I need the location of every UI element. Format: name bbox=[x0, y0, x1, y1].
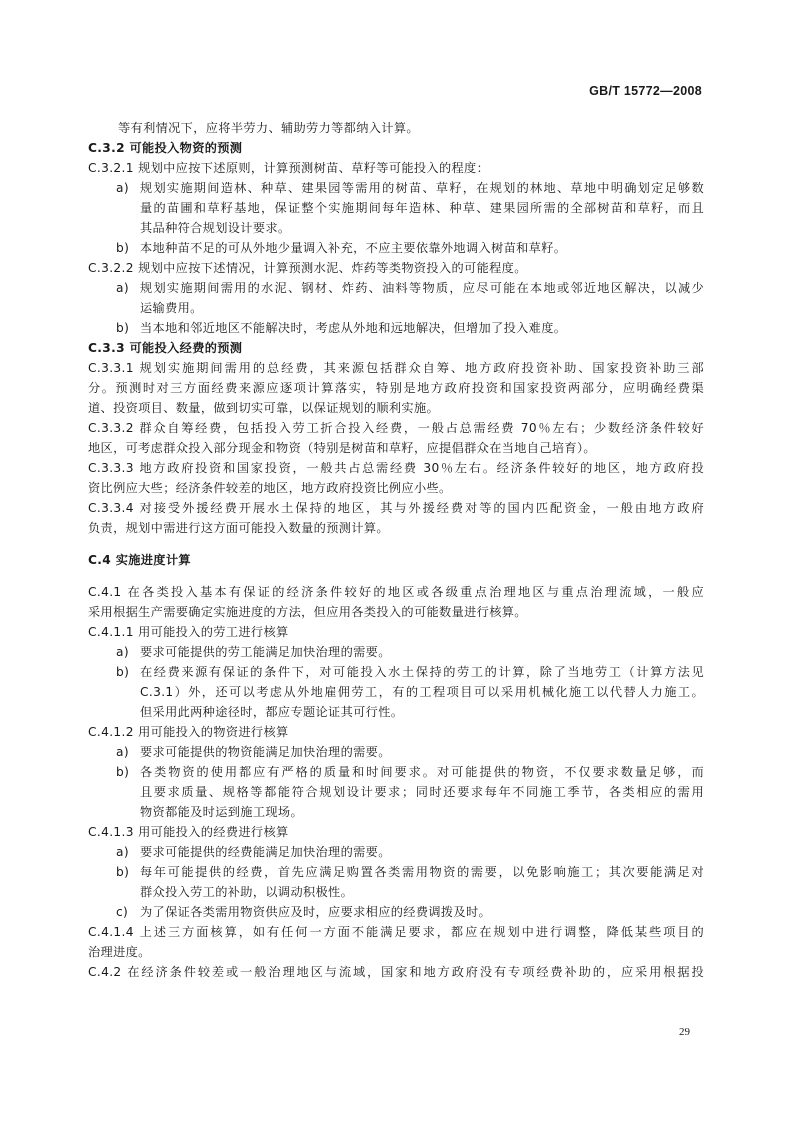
line-text: C.4.2 在经济条件较差或一般治理地区与流域，国家和地方政府没有专项经费补助的，应采用根据投 bbox=[88, 965, 704, 979]
text-line bbox=[88, 298, 704, 318]
list-item bbox=[88, 662, 704, 682]
document-body bbox=[88, 118, 704, 982]
line-text: C.4.1.4 上述三方面核算，如有任何一方面不能满足要求，都应在规划中进行调整，降低某些项目的 bbox=[88, 925, 704, 939]
line-text: 各类物资的使用都应有严格的质量和时间要求。对可能提供的物资，不仅要求数量足够，而 bbox=[140, 765, 704, 779]
text-line bbox=[88, 518, 704, 538]
list-marker: b) bbox=[116, 665, 130, 679]
text-line bbox=[88, 198, 704, 218]
text-line bbox=[88, 478, 704, 498]
line-text: 每年可能提供的经费，首先应满足购置各类需用物资的需要，以免影响施工；其次要能满足对 bbox=[140, 865, 704, 879]
list-item bbox=[88, 178, 704, 198]
section-heading bbox=[88, 138, 704, 158]
text-line bbox=[88, 702, 704, 722]
text-line bbox=[88, 962, 704, 982]
text-line bbox=[88, 218, 704, 238]
text-line bbox=[88, 418, 704, 438]
text-line bbox=[88, 458, 704, 478]
line-text: 且要求质量、规格等都能符合规划设计要求；同时还要求每年不同施工季节，各类相应的需用 bbox=[140, 785, 704, 799]
text-line bbox=[88, 258, 704, 278]
line-text: 在经费来源有保证的条件下，对可能投入水土保持的劳工的计算，除了当地劳工（计算方法见 bbox=[140, 665, 704, 679]
standard-header: GB/T 15772—2008 bbox=[589, 84, 702, 98]
list-item bbox=[88, 902, 704, 922]
line-text: 量的苗圃和草籽基地，保证整个实施期间每年造林、种草、建果园所需的全部树苗和草籽，而且 bbox=[140, 201, 704, 215]
line-text: 分。预测时对三方面经费来源应逐项计算落实，特别是地方政府投资和国家投资两部分，应明确经费渠 bbox=[88, 381, 704, 395]
line-text: C.3.2.2 规划中应按下述情况，计算预测水泥、炸药等类物资投入的可能程度。 bbox=[88, 261, 527, 275]
line-text: 采用根据生产需要确定实施进度的方法，但应用各类投入的可能数量进行核算。 bbox=[88, 605, 527, 619]
list-marker: c) bbox=[116, 905, 129, 919]
list-marker: a) bbox=[116, 281, 129, 295]
list-item bbox=[88, 842, 704, 862]
line-text: 要求可能提供的经费能满足加快治理的需要。 bbox=[140, 845, 391, 859]
list-item bbox=[88, 278, 704, 298]
list-item bbox=[88, 742, 704, 762]
section-heading bbox=[88, 550, 704, 570]
line-text: 地区，可考虑群众投入部分现金和物资（特别是树苗和草籽，应提倡群众在当地自己培育）。 bbox=[88, 441, 596, 455]
text-line bbox=[88, 498, 704, 518]
line-text: C.4.1.3 用可能投入的经费进行核算 bbox=[88, 825, 289, 839]
line-text: 资比例应大些；经济条件较差的地区，地方政府投资比例应小些。 bbox=[88, 481, 452, 495]
text-line bbox=[88, 158, 704, 178]
text-line bbox=[88, 602, 704, 622]
line-text: C.4.1 在各类投入基本有保证的经济条件较好的地区或各级重点治理地区与重点治理流域，一般应 bbox=[88, 585, 704, 599]
line-text: C.4.1.2 用可能投入的物资进行核算 bbox=[88, 725, 289, 739]
list-item bbox=[88, 318, 704, 338]
line-text: C.3.3.3 地方政府投资和国家投资，一般共占总需经费 30％左右。经济条件较好的地区，地方政府投 bbox=[88, 461, 704, 475]
list-item bbox=[88, 862, 704, 882]
line-text: C.4 实施进度计算 bbox=[88, 553, 191, 567]
list-marker: a) bbox=[116, 745, 129, 759]
text-line bbox=[88, 378, 704, 398]
text-line bbox=[88, 682, 704, 702]
line-text: 负责，规划中需进行这方面可能投入数量的预测计算。 bbox=[88, 521, 389, 535]
line-text: C.3.3.1 规划实施期间需用的总经费，其来源包括群众自筹、地方政府投资补助、国家投资补助三部 bbox=[88, 361, 704, 375]
line-text: 规划实施期间需用的水泥、钢材、炸药、油料等物质，应尽可能在本地或邻近地区解决，以减少 bbox=[140, 281, 704, 295]
text-line bbox=[88, 882, 704, 902]
section-heading bbox=[88, 338, 704, 358]
line-text: C.3.1）外，还可以考虑从外地雇佣劳工，有的工程项目可以采用机械化施工以代替人力施工。 bbox=[140, 685, 704, 699]
text-line bbox=[88, 398, 704, 418]
text-line bbox=[88, 822, 704, 842]
line-text: 物资都能及时运到施工现场。 bbox=[140, 805, 303, 819]
line-text: 等有利情况下，应将半劳力、辅助劳力等都纳入计算。 bbox=[118, 121, 419, 135]
list-marker: b) bbox=[116, 865, 130, 879]
text-line bbox=[88, 118, 704, 138]
list-item bbox=[88, 238, 704, 258]
line-text: C.3.2.1 规划中应按下述原则，计算预测树苗、草籽等可能投入的程度： bbox=[88, 161, 490, 175]
list-item bbox=[88, 642, 704, 662]
text-line bbox=[88, 722, 704, 742]
line-text: C.3.3.4 对接受外援经费开展水土保持的地区，其与外援经费对等的国内匹配资金，一般由地方政府 bbox=[88, 501, 704, 515]
text-line bbox=[88, 358, 704, 378]
text-line bbox=[88, 942, 704, 962]
text-line bbox=[88, 438, 704, 458]
list-marker: b) bbox=[116, 321, 130, 335]
line-text: C.3.3 可能投入经费的预测 bbox=[88, 341, 243, 355]
text-line bbox=[88, 622, 704, 642]
list-marker: a) bbox=[116, 645, 129, 659]
line-text: 为了保证各类需用物资供应及时，应要求相应的经费调拨及时。 bbox=[140, 905, 492, 919]
line-text: 运输费用。 bbox=[140, 301, 203, 315]
text-line bbox=[88, 782, 704, 802]
line-text: 当本地和邻近地区不能解决时，考虑从外地和远地解决，但增加了投入难度。 bbox=[140, 321, 567, 335]
text-line bbox=[88, 582, 704, 602]
line-text: 群众投入劳工的补助，以调动积极性。 bbox=[140, 885, 354, 899]
line-text: 要求可能提供的物资能满足加快治理的需要。 bbox=[140, 745, 391, 759]
list-item bbox=[88, 762, 704, 782]
line-text: 道、投资项目、数量，做到切实可靠，以保证规划的顺利实施。 bbox=[88, 401, 440, 415]
line-text: 但采用此两种途径时，都应专题论证其可行性。 bbox=[140, 705, 404, 719]
line-text: 其品种符合规划设计要求。 bbox=[140, 221, 291, 235]
line-text: 本地种苗不足的可从外地少量调入补充，不应主要依靠外地调入树苗和草籽。 bbox=[140, 241, 567, 255]
list-marker: a) bbox=[116, 181, 129, 195]
line-text: 要求可能提供的劳工能满足加快治理的需要。 bbox=[140, 645, 391, 659]
list-marker: a) bbox=[116, 845, 129, 859]
line-text: C.4.1.1 用可能投入的劳工进行核算 bbox=[88, 625, 289, 639]
line-text: 规划实施期间造林、种草、建果园等需用的树苗、草籽，在规划的林地、草地中明确划定足够数 bbox=[140, 181, 704, 195]
line-text: C.3.2 可能投入物资的预测 bbox=[88, 141, 243, 155]
text-line bbox=[88, 922, 704, 942]
text-line bbox=[88, 802, 704, 822]
line-text: C.3.3.2 群众自筹经费，包括投入劳工折合投入经费，一般占总需经费 70％左右；少数经济条件较好 bbox=[88, 421, 704, 435]
list-marker: b) bbox=[116, 241, 130, 255]
list-marker: b) bbox=[116, 765, 130, 779]
page-number: 29 bbox=[679, 1026, 690, 1038]
line-text: 治理进度。 bbox=[88, 945, 151, 959]
